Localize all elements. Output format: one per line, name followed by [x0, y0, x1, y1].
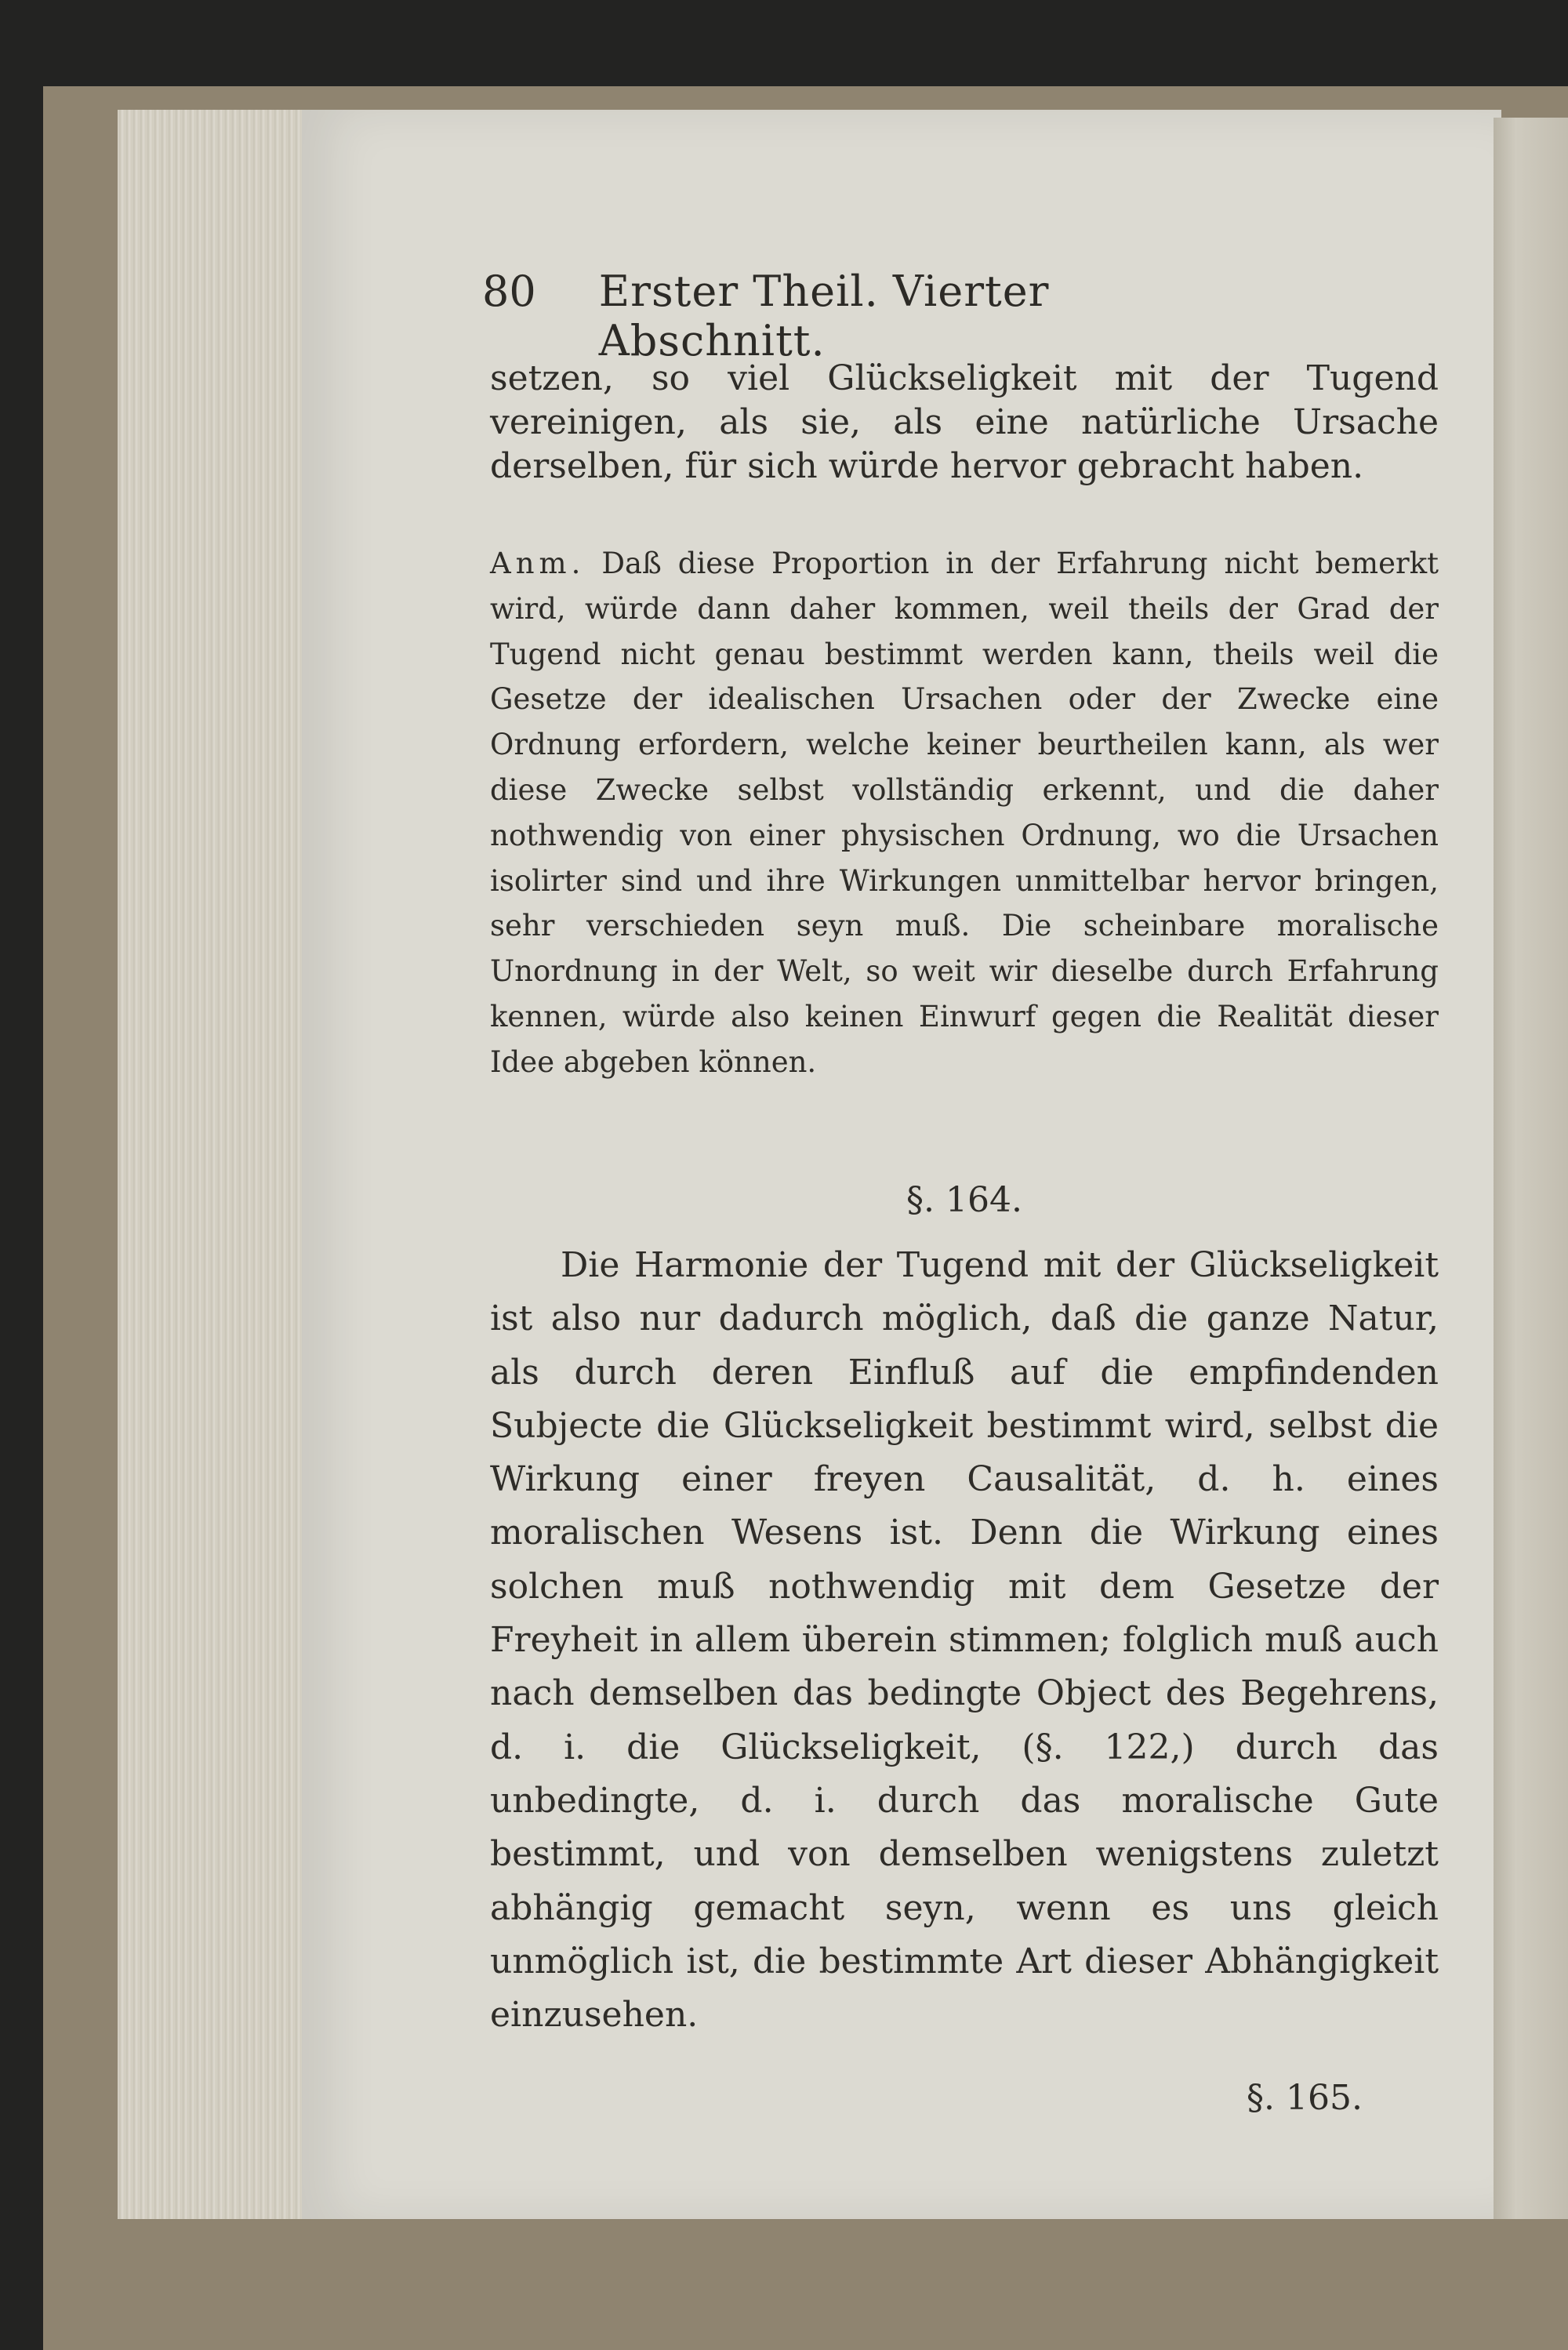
section-heading: §. 164. [906, 1180, 1022, 1220]
note-label: Anm. [490, 547, 586, 580]
facing-page-edge [1494, 118, 1568, 2219]
page-header [482, 267, 1290, 365]
page-number: 80 [482, 267, 536, 316]
note-paragraph [490, 541, 1439, 1085]
page-edges-stack [118, 110, 306, 2219]
section-body: Die Harmonie der Tugend mit der Glückseligkeit ist also nur dadurch möglich, daß die ganze Natur, als durch deren Einfluß auf die empfindenden Subjecte die Glückseligkeit bestimmt wird, selbst die Wirkung einer freyen Causalität, d. h. eines moralischen Wesens ist. Denn die Wirkung eines solchen muß nothwendig mit dem Gesetze der Freyheit in allem überein stimmen; folglich muß auch nach demselben das bedingte Object des Begehrens, d. i. die Glückseligkeit, (§. 122,) durch das unbedingte, d. i. durch das moralische Gute bestimmt, und von demselben wenigstens zuletzt abhängig gemacht seyn, wenn es uns gleich unmöglich ist, die bestimmte Art dieser Abhängigkeit einzusehen. [490, 1245, 1439, 2036]
catchword: §. 165. [1247, 2078, 1363, 2118]
running-head: Erster Theil. Vierter Abschnitt. [598, 267, 1050, 365]
note-text: Daß diese Proportion in der Erfahrung nicht bemerkt wird, würde dann daher kommen, weil theils der Grad der Tugend nicht genau bestimmt werden kann, theils weil die Gesetze der idealischen Ursachen oder der Zwecke eine Ordnung erfordern, welche keiner beurtheilen kann, als wer diese Zwecke selbst vollständig erkennt, und die daher nothwendig von einer physischen Ordnung, wo die Ursachen isolirter sind und ihre Wirkungen unmittelbar hervor bringen, sehr verschieden seyn muß. Die scheinbare moralische Unordnung in der Welt, so weit wir dieselbe durch Erfahrung kennen, würde also keinen Einwurf gegen die Realität dieser Idee abgeben können. [490, 547, 1439, 1079]
continuation-paragraph: setzen, so viel Glückseligkeit mit der Tugend vereinigen, als sie, als eine natürliche Ursache derselben, für sich würde hervor gebracht haben. [490, 358, 1439, 486]
